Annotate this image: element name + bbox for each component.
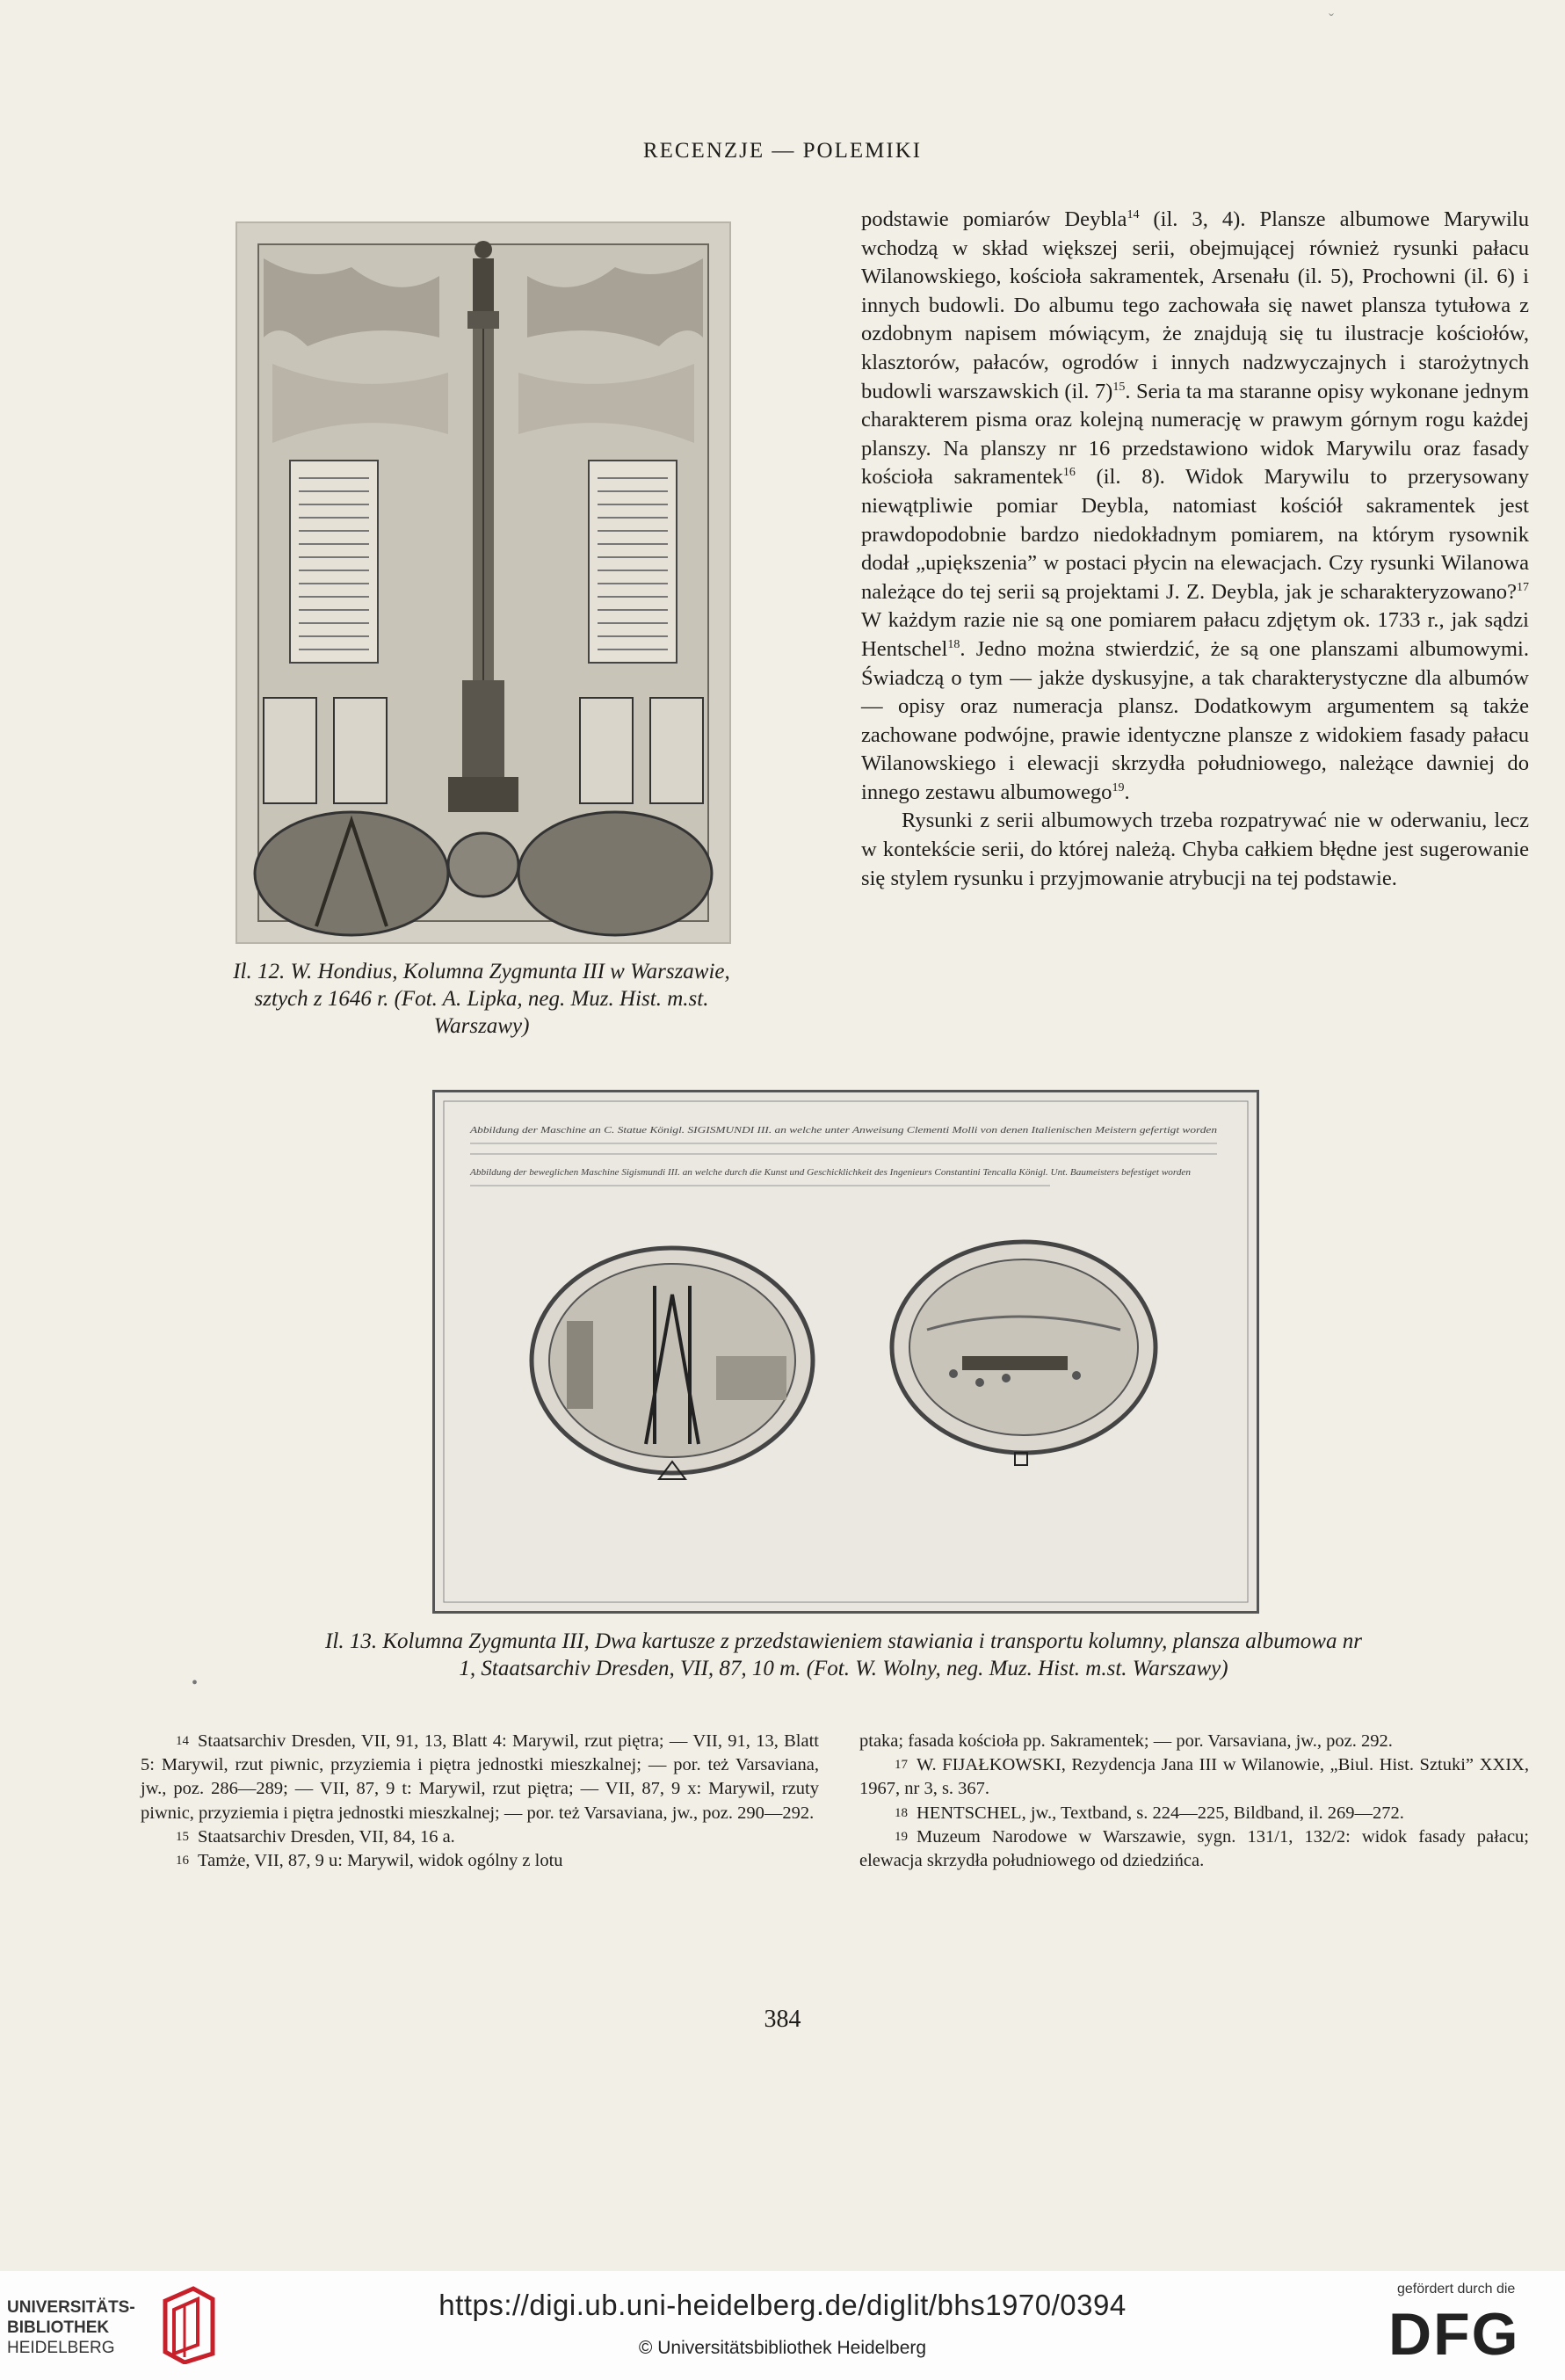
footnote-15: 15 Staatsarchiv Dresden, VII, 84, 16 a. (176, 1826, 455, 1847)
inscription-line-2: Abbildung der beweglichen Maschine Sigismundi III. an welche durch die Kunst und Geschicklichkeit des Ingenieurs Constantini Tencalla Königl. Unt. Baumeisters befestiget worden (468, 1168, 1191, 1178)
page-number: 384 (764, 2006, 801, 2033)
figure-13-album-plate (432, 1090, 1259, 1614)
footnote-16-continued: ptaka; fasada kościoła pp. Sakramentek; — por. Varsaviana, jw., poz. 292. (859, 1731, 1393, 1751)
figure-12-engraving (235, 221, 731, 944)
body-text (861, 206, 1529, 893)
footnote-14: 14 Staatsarchiv Dresden, VII, 91, 13, Blatt 4: Marywil, rzut piętra; — VII, 91, 13, Blatt 5: Marywil, rzut piwnic, przyziemia i piętra jednostki mieszkalnej; — por. też Varsaviana, jw., poz. 286—289; — VII, 87, 9 t: Marywil, rzut piętra; — VII, 87, 9 x: Marywil, rzuty piwnic, przyziemia i piętra jednostki mieszkalnej; — por. też Varsaviana, jw., poz. 290—292. (141, 1731, 819, 1823)
footnote-16: 16 Tamże, VII, 87, 9 u: Marywil, widok ogólny z lotu (176, 1851, 563, 1871)
cartouche-plate-illustration (435, 1092, 1257, 1611)
footnote-17: 17 W. FIJAŁKOWSKI, Rezydencja Jana III w Wilanowie, „Biul. Hist. Sztuki” XXIX, 1967, nr 3, s. 367. (859, 1755, 1529, 1799)
inscription-line-1: Abbildung der Maschine an C. Statue Königl. SIGISMUNDI III. an welche unter Anweisung Clementi Molli von denen Italienischen Meistern gefertigt worden (468, 1126, 1217, 1136)
figure-13-caption: Il. 13. Kolumna Zygmunta III, Dwa kartusze z przedstawieniem stawiania i transportu kolumny, plansza albumowa nr 1, Staatsarchiv Dresden, VII, 87, 10 m. (Fot. W. Wolny, neg. Muz. Hist. m.st. Warszawy) (325, 1629, 1362, 1680)
footnote-18: 18 HENTSCHEL, jw., Textband, s. 224—225, Bildband, il. 269—272. (895, 1803, 1404, 1823)
body-paragraph-1: podstawie pomiarów Deybla$^{14}$ (il. 3, 4). Plansze albumowe Marywilu wchodzą w skład większej serii, obejmującej również rysunki pałacu Wilanowskiego, kościoła sakramentek, Arsenału (il. 5), Prochowni (il. 6) i innych budowli. Do albumu tego zachowała się nawet plansza tytułowa z ozdobnym napisem mówiącym, że znajdują się tu ilustracje kościołów, klasztorów, pałaców, ogrodów i innych nadzwyczajnych i starożytnych budowli warszawskich (il. 7)$^{15}$. Seria ta ma staranne opisy wykonane jednym charakterem pisma oraz kolejną numerację w prawym górnym rogu każdej planszy. Na planszy nr 16 przedstawiono widok Marywilu oraz fasady kościoła sakramentek$^{16}$ (il. 8). Widok Marywilu to przerysowany niewątpliwie pomiar Deybla, natomiast kościół sakramentek jest prawdopodobnie bardzo niedokładnym pomiarem, na którym rysownik dodał „upiększenia” w postaci płycin na elewacjach. Czy rysunki Wilanowa należące do tej serii są projektami J. Z. Deybla, jak je scharakteryzowano?$^{17}$ W każdym razie nie są one pomiarem pałacu zdjętym ok. 1733 r., jak sądzi Hentschel$^{18}$. Jedno można stwierdzić, że są one planszami albumowymi. Świadczą o tym — jakże dyskusyjne, a tak charakterystyczne dla albumów — opisy oraz numeracja plansz. Dodatkowym argumentem są także zachowane podwójne, prawie identyczne plansze z widokiem fasady pałacu Wilanowskiego i elewacji skrzydła południowego, należące dawniej do innego zestawu albumowego$^{19}$. (861, 207, 1529, 804)
copyright-notice: © Universitätsbibliothek Heidelberg (638, 2338, 927, 2358)
dfg-label: gefördert durch die (1397, 2282, 1516, 2297)
body-paragraph-2: Rysunki z serii albumowych trzeba rozpatrywać nie w oderwaniu, lecz w kontekście serii, do której należą. Chyba całkiem błędne jest sugerowanie się stylem rysunku i przyjmowanie atrybucji na tej podstawie. (861, 809, 1529, 890)
dfg-logo-icon: DFG (1388, 2301, 1520, 2368)
column-engraving-illustration (237, 223, 729, 942)
footnotes-right-column (859, 1730, 1529, 1873)
figure-12-caption: Il. 12. W. Hondius, Kolumna Zygmunta III w Warszawie, sztych z 1646 r. (Fot. A. Lipka, neg. Muz. Hist. m.st. Warszawy) (233, 960, 730, 1038)
corner-mark: ˇ (1329, 11, 1334, 28)
margin-dot: • (192, 1673, 199, 1693)
footnotes-left-column (141, 1730, 819, 1873)
permalink-url[interactable]: https://digi.ub.uni-heidelberg.de/diglit/bhs1970/0394 (438, 2289, 1127, 2321)
footnote-19: 19 Muzeum Narodowe w Warszawie, sygn. 131/1, 132/2: widok fasady pałacu; elewacja skrzydła południowego od dziedzińca. (859, 1826, 1529, 1871)
digitization-footer (0, 2271, 1565, 2380)
running-header: RECENZJE — POLEMIKI (642, 139, 923, 163)
library-name: UNIVERSITÄTS- BIBLIOTHEK HEIDELBERG (7, 2298, 135, 2357)
